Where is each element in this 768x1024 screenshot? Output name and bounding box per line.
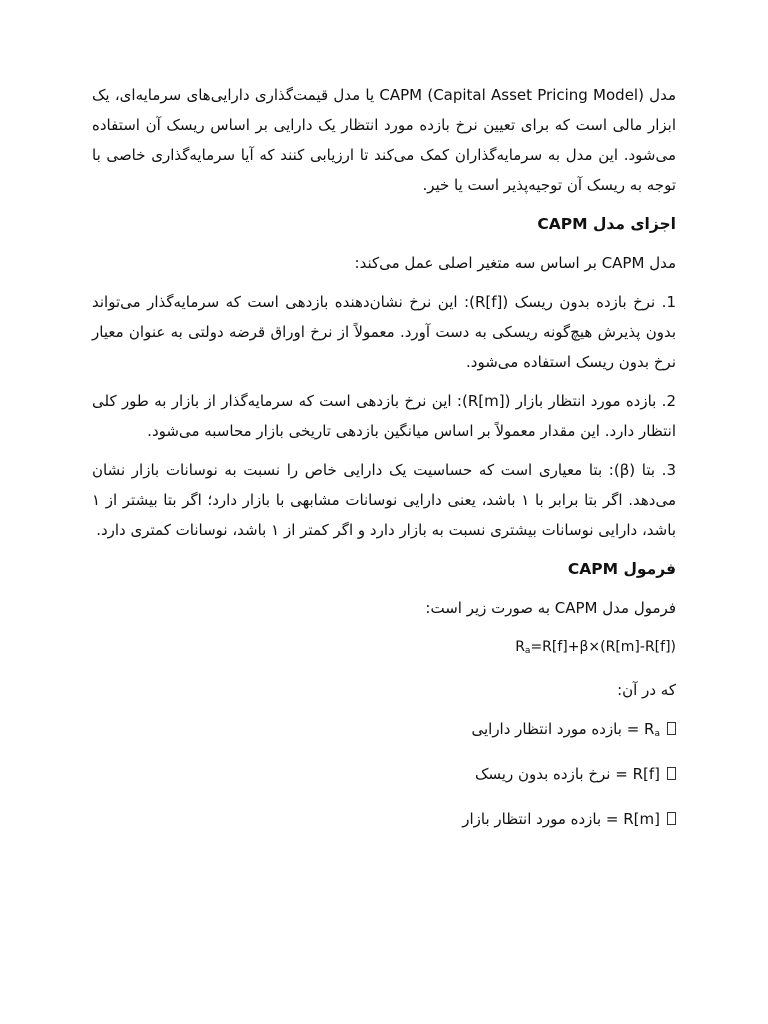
component-risk-free-rate: 1. نرخ بازده بدون ریسک (R[f]): این نرخ نشان‌دهنده بازدهی است که سرمایه‌گذار می‌تواند بدون پذیرش هیچ‌گونه ریسکی به دست آورد. معمولاً از نرخ اوراق قرضه دولتی به عنوان معیار نرخ بدون ریسک استفاده می‌شود. bbox=[92, 293, 676, 371]
definition-text: = بازده مورد انتظار بازار bbox=[462, 810, 624, 828]
definition-text: = بازده مورد انتظار دارایی bbox=[471, 720, 645, 738]
formula-lhs-subscript: a bbox=[524, 646, 531, 656]
component-market-return: 2. بازده مورد انتظار بازار (R[m]): این نرخ بازدهی است که سرمایه‌گذار از بازار به طور کلی انتظار دارد. این مقدار معمولاً بر اساس میانگین بازدهی تاریخی بازار محاسبه می‌شود. bbox=[92, 392, 676, 440]
document-page bbox=[92, 80, 676, 849]
formula-heading: فرمول CAPM bbox=[567, 560, 676, 578]
definition-symbol: R[f] bbox=[632, 765, 660, 783]
components-intro: مدل CAPM بر اساس سه متغیر اصلی عمل می‌کند: bbox=[354, 254, 676, 272]
formula-intro: فرمول مدل CAPM به صورت زیر است: bbox=[425, 599, 676, 617]
components-heading: اجزای مدل CAPM bbox=[537, 215, 676, 233]
bullet-box-icon bbox=[667, 722, 676, 735]
definition-symbol: $R_a$ bbox=[644, 720, 660, 739]
where-label: که در آن: bbox=[617, 681, 676, 699]
definition-item bbox=[92, 714, 676, 749]
formula-lhs: R bbox=[515, 639, 525, 655]
formula-rhs: =R[f]+β×(R[m]-R[f]) bbox=[530, 639, 676, 655]
definition-item bbox=[92, 804, 676, 839]
capm-formula bbox=[92, 632, 676, 666]
definition-symbol: R[m] bbox=[623, 810, 660, 828]
definition-item bbox=[92, 759, 676, 794]
bullet-box-icon bbox=[667, 812, 676, 825]
intro-paragraph: مدل CAPM (Capital Asset Pricing Model) یا مدل قیمت‌گذاری دارایی‌های سرمایه‌ای، یک ابزار مالی است که برای تعیین نرخ بازده مورد انتظار یک دارایی بر اساس ریسک آن استفاده می‌شود. این مدل به سرمایه‌گذاران کمک می‌کند تا ارزیابی کنند که آیا سرمایه‌گذاری خاصی با توجه به ریسک آن توجیه‌پذیر است یا خیر. bbox=[92, 86, 676, 194]
component-beta: 3. بتا (β): بتا معیاری است که حساسیت یک دارایی خاص را نسبت به نوسانات بازار نشان می‌دهد. اگر بتا برابر با ۱ باشد، یعنی دارایی نوسانات مشابهی با بازار دارد؛ اگر بتا بیشتر از ۱ باشد، دارایی نوسانات بیشتری نسبت به بازار دارد و اگر کمتر از ۱ باشد، نوسانات کمتری دارد. bbox=[92, 461, 676, 539]
definition-text: = نرخ بازده بدون ریسک bbox=[474, 765, 633, 783]
bullet-box-icon bbox=[667, 767, 676, 780]
